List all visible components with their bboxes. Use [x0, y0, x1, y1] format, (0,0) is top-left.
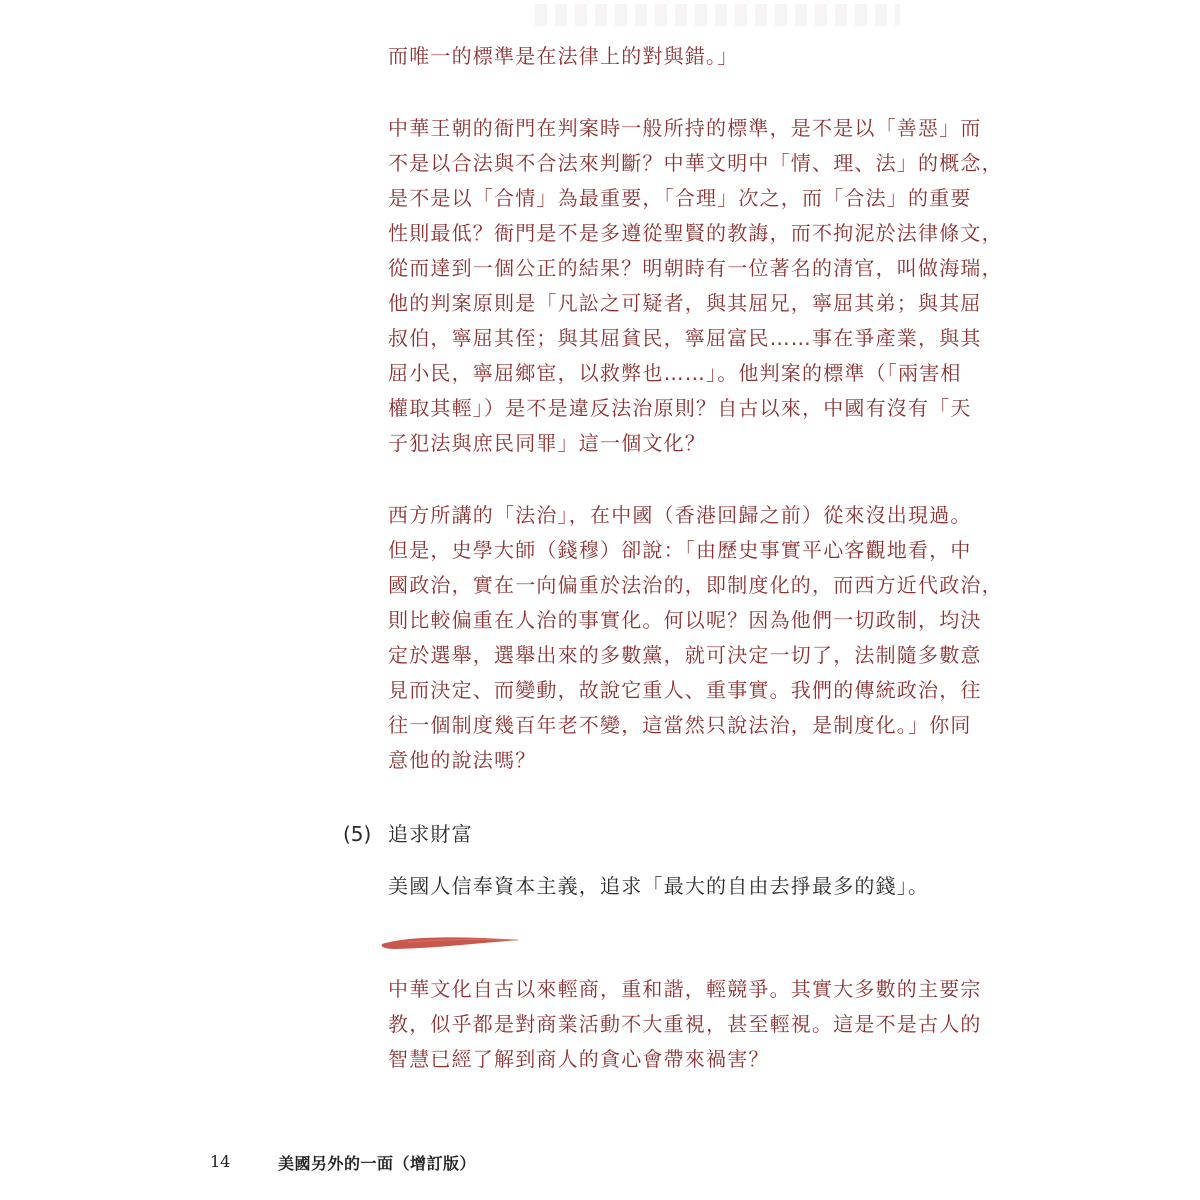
paragraph-2-line: 他的判案原則是「凡訟之可疑者，與其屈兄，寧屈其弟；與其屈 [388, 291, 982, 315]
paragraph-3-line: 西方所講的「法治」，在中國（香港回歸之前）從來沒出現過。 [388, 503, 972, 527]
page-number: 14 [210, 1152, 231, 1171]
paragraph-3-line: 但是，史學大師（錢穆）卻說：「由歷史事實平心客觀地看，中 [388, 538, 972, 562]
paragraph-3-line: 則比較偏重在人治的事實化。何以呢？因為他們一切政制，均決 [388, 608, 982, 632]
section-title: 追求財富 [388, 822, 473, 846]
paragraph-3-line: 往一個制度幾百年老不變，這當然只說法治，是制度化。」你同 [388, 713, 972, 737]
paragraph-3-line: 意他的說法嗎？ [388, 748, 537, 772]
paragraph-4-line: 智慧已經了解到商人的貪心會帶來禍害？ [388, 1047, 770, 1071]
paragraph-1-line: 而唯一的標準是在法律上的對與錯。」 [388, 44, 739, 68]
paragraph-2-line: 屈小民，寧屈鄉宦，以救弊也……」。他判案的標準（「兩害相 [388, 361, 962, 385]
book-title: 美國另外的一面（增訂版） [278, 1154, 477, 1173]
paragraph-4-line: 教，似乎都是對商業活動不大重視，甚至輕視。這是不是古人的 [388, 1012, 982, 1036]
paragraph-2-line: 子犯法與庶民同罪」這一個文化？ [388, 431, 706, 455]
brush-stroke-decoration [378, 934, 523, 952]
paragraph-2-line: 性則最低？衙門是不是多遵從聖賢的教誨，而不拘泥於法律條文， [388, 221, 1003, 245]
paragraph-2-line: 是不是以「合情」為最重要，「合理」次之，而「合法」的重要 [388, 186, 972, 210]
paragraph-2-line: 權取其輕」）是不是違反法治原則？自古以來，中國有沒有「天 [388, 396, 972, 420]
paragraph-2-line: 從而達到一個公正的結果？明朝時有一位著名的清官，叫做海瑞， [388, 256, 1003, 280]
paragraph-3-line: 見而決定、而變動，故說它重人、重事實。我們的傳統政治，往 [388, 678, 982, 702]
section-number: (5) [343, 822, 372, 846]
paragraph-4-line: 中華文化自古以來輕商，重和諧，輕競爭。其實大多數的主要宗 [388, 977, 982, 1001]
paragraph-3-line: 國政治，實在一向偏重於法治的，即制度化的，而西方近代政治， [388, 573, 1003, 597]
paragraph-2-line: 中華王朝的衙門在判案時一般所持的標準，是不是以「善惡」而 [388, 116, 982, 140]
section-intro: 美國人信奉資本主義，追求「最大的自由去掙最多的錢」。 [388, 874, 930, 898]
bleed-through-text [535, 4, 900, 26]
paragraph-2-line: 叔伯，寧屈其侄；與其屈貧民，寧屈富民……事在爭產業，與其 [388, 326, 982, 350]
paragraph-3-line: 定於選舉，選舉出來的多數黨，就可決定一切了，法制隨多數意 [388, 643, 982, 667]
paragraph-2-line: 不是以合法與不合法來判斷？中華文明中「情、理、法」的概念， [388, 151, 1003, 175]
